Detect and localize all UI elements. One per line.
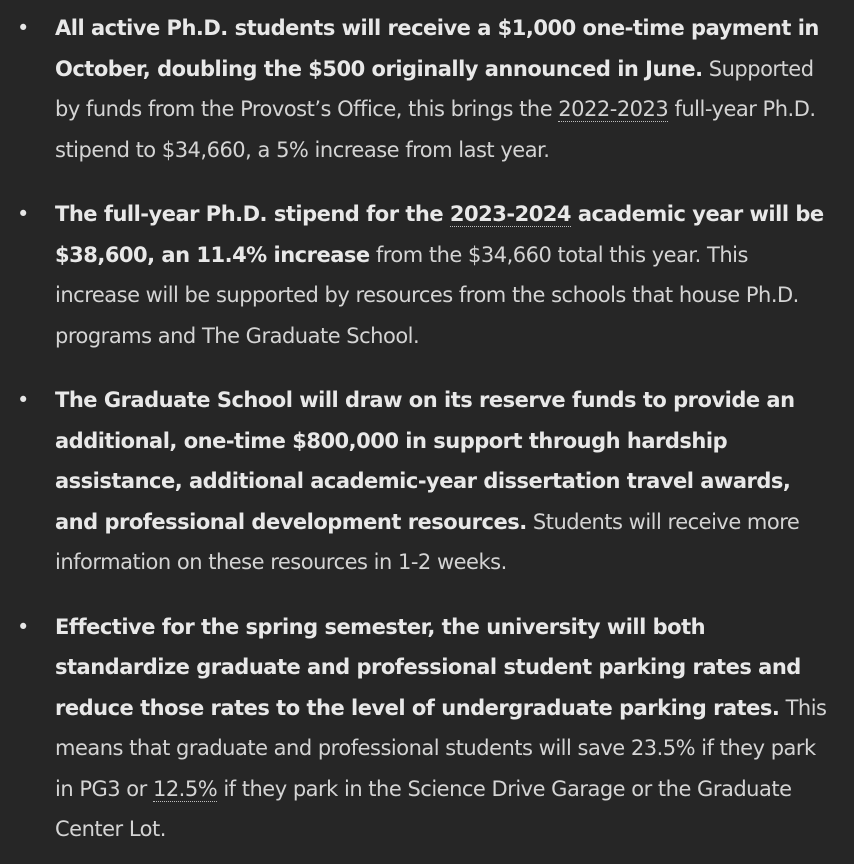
bullet-icon: • xyxy=(17,16,29,40)
item-text: full-year Ph.D. stipend to $34,660, a 5% increase from last year. xyxy=(55,97,816,162)
item-text: This means that graduate and professional students will save 23.5% if they park in PG3 or xyxy=(55,695,827,801)
item-highlight: The Graduate School will draw on its reserve funds to provide an additional, one-time $800,000 in support through hardship assistance, additional academic-year dissertation travel awards, and professional development resources. xyxy=(55,388,795,534)
item-text: if they park in the Science Drive Garage or the Graduate Center Lot. xyxy=(55,776,792,841)
item-text: from the $34,660 total this year. This increase will be supported by resources from the schools that house Ph.D. programs and The Graduate School. xyxy=(55,242,799,348)
bullet-icon: • xyxy=(17,202,29,226)
list-item-parking xyxy=(0,607,854,850)
list-item-stipend xyxy=(0,194,854,356)
item-text: Supported by funds from the Provost’s Office, this brings the xyxy=(55,56,814,121)
bullet-icon: • xyxy=(17,614,29,639)
item-highlight: The full-year Ph.D. stipend for the xyxy=(55,202,450,226)
date-link[interactable]: 2023-2024 xyxy=(449,202,572,226)
list-item-payment xyxy=(0,8,854,170)
list-item-reserve-funds xyxy=(0,380,854,583)
item-text: Students will receive more information on these resources in 1-2 weeks. xyxy=(55,509,800,574)
percent-link[interactable]: 12.5% xyxy=(152,776,218,801)
item-highlight: Effective for the spring semester, the university will both standardize graduate and professional student parking rates and reduce those rates to the level of undergraduate parking rates. xyxy=(55,614,801,720)
item-highlight: academic year will be $38,600, an 11.4% increase xyxy=(55,202,824,267)
item-highlight: All active Ph.D. students will receive a $1,000 one-time payment in October, doubling the $500 originally announced in June. xyxy=(55,16,819,81)
bullet-icon: • xyxy=(17,388,29,412)
date-link[interactable]: 2022-2023 xyxy=(558,97,669,121)
